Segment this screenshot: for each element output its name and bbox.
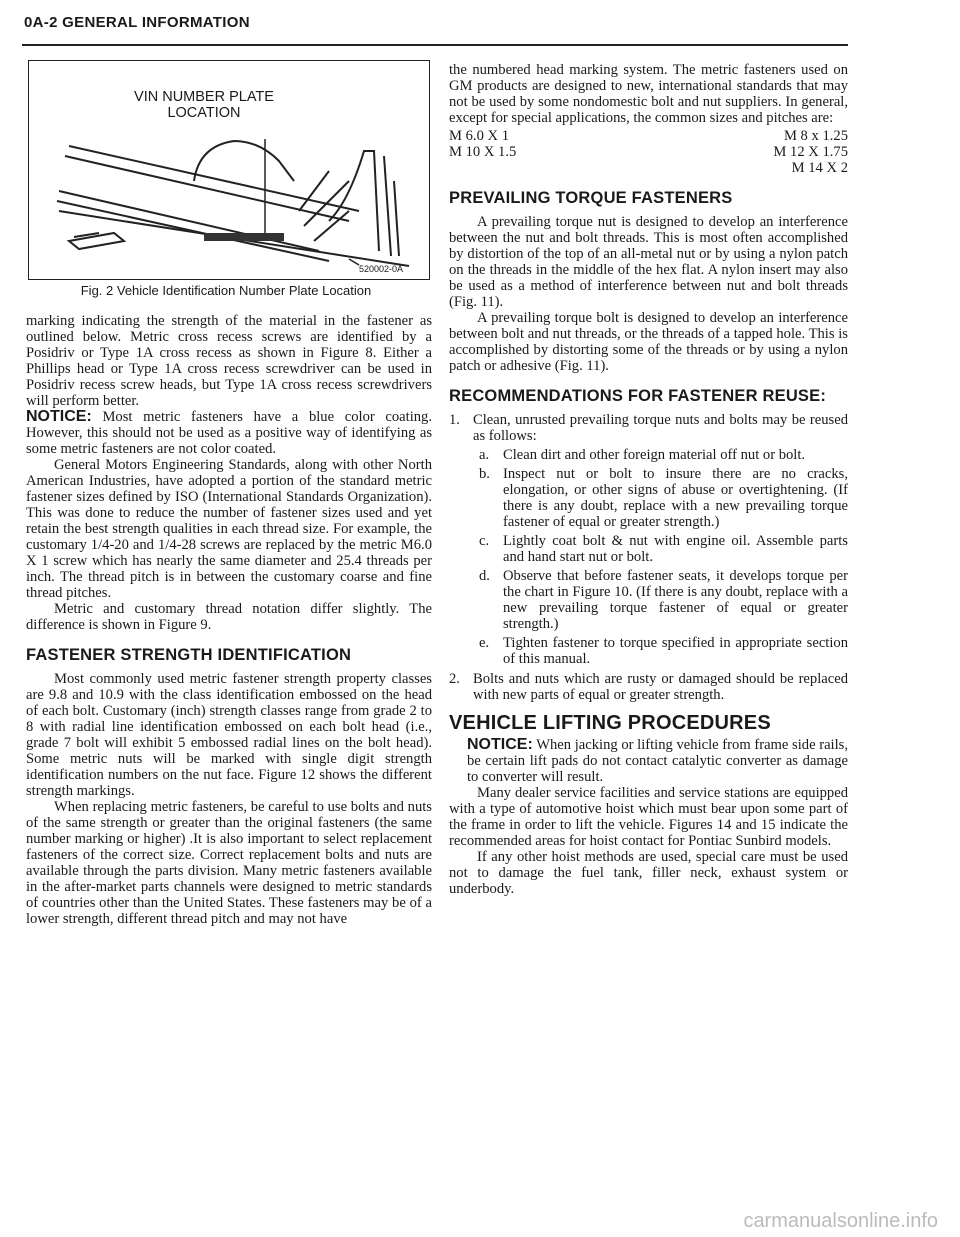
reuse-item-1: 1. Clean, unrusted prevailing torque nuts and bolts may be reused as follows:: [449, 412, 848, 444]
notice-blue-coating: NOTICE: Most metric fasteners have a blue color coating. However, this should not be used as a positive way of identifying as some metric fasteners are not color coated.: [26, 408, 432, 457]
notice-lift-pads: NOTICE: When jacking or lifting vehicle from frame side rails, be certain lift pads do not contact catalytic converter as damage to converter will result.: [467, 736, 848, 785]
metric-sizes-list: [449, 128, 848, 176]
size-item: M 14 X 2: [791, 160, 848, 176]
page-header: 0A-2 GENERAL INFORMATION: [24, 14, 250, 31]
reuse-subitem: b. Inspect nut or bolt to insure there are no cracks, elongation, or other signs of abuse or overtightening. (If there is any doubt, replace with a new prevailing torque fastener of equal or greater strength.): [479, 466, 848, 530]
right-paragraph-5: If any other hoist methods are used, special care must be used not to damage the fuel tank, filler neck, exhaust system or underbody.: [449, 849, 848, 897]
right-paragraph-3: A prevailing torque bolt is designed to develop an interference between bolt and nut threads, or the threads of a tapped hole. This is accomplished by distorting some of the threads or by using a nylon patch or adhesive (Fig. 11).: [449, 310, 848, 374]
heading-strength-identification: FASTENER STRENGTH IDENTIFICATION: [26, 646, 352, 664]
figure-caption: Fig. 2 Vehicle Identification Number Plate Location: [80, 283, 372, 298]
reuse-subitem: a. Clean dirt and other foreign material off nut or bolt.: [479, 447, 806, 463]
reuse-subitem: e. Tighten fastener to torque specified in appropriate section of this manual.: [479, 635, 848, 667]
heading-vehicle-lifting: VEHICLE LIFTING PROCEDURES: [449, 712, 771, 734]
size-item: M 10 X 1.5: [449, 144, 517, 160]
reuse-subitem: d. Observe that before fastener seats, it develops torque per the chart in Figure 10. (If there is any doubt, replace with a new prevailing torque fastener of equal or greater strength.): [479, 568, 848, 632]
right-paragraph-2: A prevailing torque nut is designed to develop an interference between the nut and bolt threads. This is most often accomplished by distortion of the top of an all-metal nut or by using a nylon patch on the threads in the middle of the hex flat. A nylon insert may also be used as a method of interference between nut and bolt threads (Fig. 11).: [449, 214, 848, 310]
vin-plate-figure: [28, 60, 430, 280]
size-item: M 12 X 1.75: [773, 144, 848, 160]
left-paragraph-4: Most commonly used metric fastener strength property classes are 9.8 and 10.9 with the class identification embossed on the head of each bolt. Customary (inch) strength classes range from grade 2 to 8 with radial line identification embossed on each bolt head (i.e., grade 7 bolt will exhibit 5 embossed radial lines on the bolt head). Some metric nuts will be marked with single digit strength identification numbers on the nut face. Figure 12 shows the different strength markings.: [26, 671, 432, 799]
header-rule: [22, 44, 848, 46]
right-paragraph-1: the numbered head marking system. The metric fasteners used on GM products are designed to new, international standards that may not be used by some nondomestic bolt and nut suppliers. In general, except for special applications, the common sizes and pitches are:: [449, 62, 848, 126]
size-item: M 6.0 X 1: [449, 128, 509, 144]
watermark: carmanualsonline.info: [743, 1210, 938, 1232]
left-paragraph-1: marking indicating the strength of the material in the fastener as outlined below. Metric cross recess screws are identified by a Posidriv or Type 1A cross recess as shown in Figure 8. Either a Phillips head or Type 1A cross recess screwdriver can be used in Posidriv recess screw heads, but Type 1A cross recess screwdrivers will perform better.: [26, 313, 432, 409]
left-column: [26, 60, 432, 927]
figure-title: VIN NUMBER PLATE LOCATION: [134, 89, 274, 121]
heading-prevailing-torque: PREVAILING TORQUE FASTENERS: [449, 189, 733, 207]
right-column: [449, 62, 848, 897]
right-paragraph-4: Many dealer service facilities and service stations are equipped with a type of automotive hoist which must bear upon some part of the frame in order to lift the vehicle. Figures 14 and 15 indicate the recommended areas for hoist contact for Pontiac Sunbird models.: [449, 785, 848, 849]
reuse-subitem: c. Lightly coat bolt & nut with engine oil. Assemble parts and hand start nut or bolt.: [479, 533, 848, 565]
left-paragraph-2: General Motors Engineering Standards, along with other North American Industries, have adopted a portion of the standard metric fastener sizes defined by ISO (International Standards Organization). This was done to reduce the number of fastener sizes used and yet retain the best strength qualities in each thread size. For example, the customary 1/4-20 and 1/4-28 screws are replaced by the metric M6.0 X 1 screw which has nearly the same diameter and 25.4 threads per inch. The thread pitch is in between the customary coarse and fine thread pitches.: [26, 457, 432, 601]
left-paragraph-3: Metric and customary thread notation differ slightly. The difference is shown in Figure 9.: [26, 601, 432, 633]
size-item: M 8 x 1.25: [783, 128, 848, 144]
left-paragraph-5: When replacing metric fasteners, be careful to use bolts and nuts of the same strength or greater than the original fasteners (the same number marking or higher) .It is also important to select replacement fasteners of the correct size. Correct replacement bolts and nuts are available through the parts division. Many metric fasteners available in the after-market parts channels were designed to metric standards of countries other than the United States. These fasteners may be of a lower strength, different thread pitch and may not have: [26, 799, 432, 927]
heading-fastener-reuse: RECOMMENDATIONS FOR FASTENER REUSE:: [449, 387, 827, 405]
figure-code: 520002-0A: [359, 264, 404, 274]
reuse-item-2: 2. Bolts and nuts which are rusty or damaged should be replaced with new parts of equal or greater strength.: [449, 671, 848, 703]
